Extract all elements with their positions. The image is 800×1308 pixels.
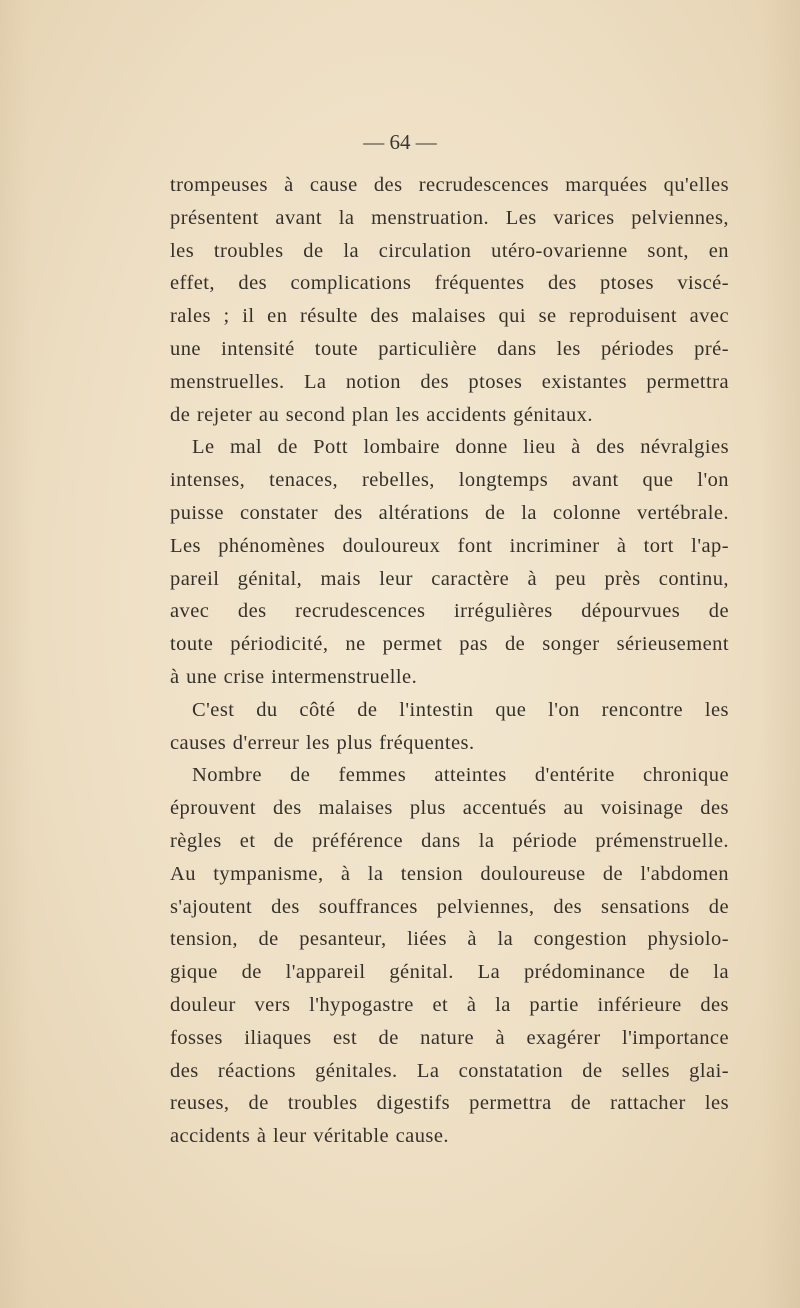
text-line: présentent avant la menstruation. Les varices pelviennes, — [170, 206, 729, 229]
text-line: menstruelles. La notion des ptoses existantes permettra — [170, 370, 729, 393]
text-line: trompeuses à cause des recrudescences marquées qu'elles — [170, 174, 729, 196]
text-line: reuses, de troubles digestifs permettra de rattacher les — [170, 1092, 729, 1115]
page-number: — 64 — — [363, 130, 437, 154]
text-line: causes d'erreur les plus fréquentes. — [170, 731, 475, 754]
text-line: puisse constater des altérations de la colonne vertébrale. — [170, 501, 729, 524]
text-line: à une crise intermenstruelle. — [170, 665, 418, 688]
text-line: Au tympanisme, à la tension douloureuse de l'abdomen — [170, 862, 729, 885]
body-text — [170, 169, 729, 1153]
text-line: toute périodicité, ne permet pas de songer sérieusement — [170, 633, 729, 656]
text-line: Nombre de femmes atteintes d'entérite chronique — [192, 764, 729, 787]
text-line: Le mal de Pott lombaire donne lieu à des névralgies — [192, 436, 729, 459]
text-line: fosses iliaques est de nature à exagérer l'importance — [170, 1026, 729, 1049]
text-line: tension, de pesanteur, liées à la congestion physiolo- — [170, 928, 729, 951]
text-line: de rejeter au second plan les accidents génitaux. — [170, 403, 593, 426]
text-line: les troubles de la circulation utéro-ovarienne sont, en — [170, 239, 729, 262]
text-line: intenses, tenaces, rebelles, longtemps avant que l'on — [170, 469, 729, 492]
text-line: s'ajoutent des souffrances pelviennes, des sensations de — [170, 895, 729, 918]
text-line: des réactions génitales. La constatation de selles glai- — [170, 1059, 729, 1082]
text-line: C'est du côté de l'intestin que l'on rencontre les — [192, 698, 729, 721]
text-line: effet, des complications fréquentes des ptoses viscé- — [170, 272, 729, 295]
text-line: une intensité toute particulière dans les périodes pré- — [170, 337, 729, 360]
text-line: gique de l'appareil génital. La prédominance de la — [170, 961, 729, 984]
text-line: rales ; il en résulte des malaises qui se reproduisent avec — [170, 305, 729, 328]
text-line: douleur vers l'hypogastre et à la partie inférieure des — [170, 993, 729, 1016]
text-line: accidents à leur véritable cause. — [170, 1125, 449, 1148]
text-line: règles et de préférence dans la période prémenstruelle. — [170, 829, 729, 852]
text-line: avec des recrudescences irrégulières dépourvues de — [170, 600, 729, 623]
text-line: éprouvent des malaises plus accentués au voisinage des — [170, 797, 729, 820]
text-line: pareil génital, mais leur caractère à peu près continu, — [170, 567, 729, 590]
text-line: Les phénomènes douloureux font incriminer à tort l'ap- — [170, 534, 729, 557]
